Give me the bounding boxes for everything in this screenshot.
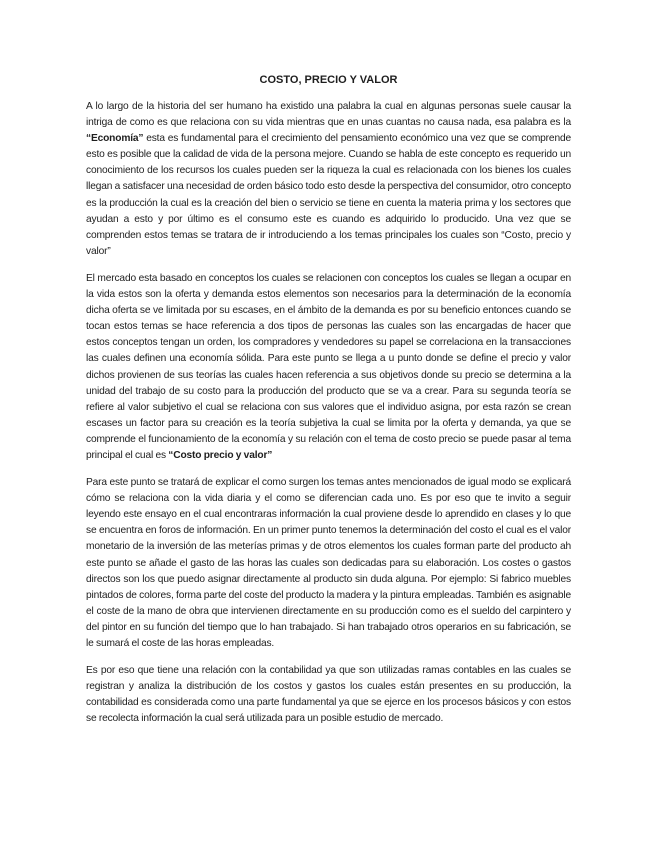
paragraph-1-text-b: esta es fundamental para el crecimiento del pensamiento económico una vez que se comprende esto es posible que la calidad de vida de la persona mejore. Cuando se habla de este concepto es requerido un conocimiento de los recursos los cuales pueden ser la riqueza la cual es relacionada con los bienes los cuales llegan a satisfacer una necesidad de orden básico todo esto desde la perspectiva del consumidor, otro concepto es la producción la cual es la creación del bien o servicio se tiene en cuenta la materia prima y los sectores que ayudan a esto y por último es el consumo este es cuando es adquirido lo producido. Una vez que se comprenden estos temas se tratara de ir introduciendo a los temas principales los cuales son “Costo, precio y valor” [86, 133, 572, 257]
paragraph-4-text: Es por eso que tiene una relación con la contabilidad ya que son utilizadas ramas contables en las cuales se registran y analiza la distribución de los costos y gastos los cuales están presentes en su producción, la contabilidad es considerada como una parte fundamental ya que se ejerce en los procesos básicos y con estos se recolecta información la cual será utilizada para un posible estudio de mercado. [86, 665, 571, 725]
paragraph-3-text: Para este punto se tratará de explicar el como surgen los temas antes mencionados de igual modo se explicará cómo se relaciona con la vida diaria y el como se diferencian cada uno. Es por eso que te invito a seguir leyendo este ensayo en el cual encontraras información la cual proviene desde lo aprendido en clases y lo que se encuentra en foros de información. En un primer punto tenemos la determinación del costo el cual es el valor monetario de la inversión de las meterías primas y de otros elementos los cuales forman parte del producto ah este punto se añade el gasto de las horas las cuales son dedicadas para su elaboración. Los costes o gastos directos son los que puedo asignar directamente al producto sin duda alguna. Por ejemplo: Si fabrico muebles pintados de colores, forma parte del coste del producto la madera y la pintura empleadas. También es asignable el coste de la mano de obra que intervienen directamente en su producción como es el sueldo del carpintero y del pintor en su función del tiempo que lo han trabajado. Si han trabajado otros operarios en su fabricación, se le sumará el coste de las horas empleadas. [86, 477, 571, 649]
paragraph-2 [86, 271, 571, 464]
paragraph-1-text-a: A lo largo de la historia del ser humano ha existido una palabra la cual en algunas personas suele causar la intriga de como es que relaciona con su vida mientras que en unas cuantas no causa nada, esa palabra es la [86, 101, 571, 129]
paragraph-4 [86, 663, 571, 727]
paragraph-1-bold-economia: “Economía” [86, 133, 144, 145]
document-title: COSTO, PRECIO Y VALOR [259, 74, 398, 86]
paragraph-3 [86, 475, 571, 652]
paragraph-2-bold-costo-precio-valor: “Costo precio y valor” [168, 449, 273, 461]
paragraph-2-text-a: El mercado esta basado en conceptos los cuales se relacionen con conceptos los cuales se llegan a ocupar en la vida estos son la oferta y demanda estos elementos son necesarios para la determinación de la economía dicha oferta se ve limitada por su escases, en el ámbito de la demanda es por su beneficio entonces cuando se tocan estos temas se hace referencia a dos tipos de personas las cuales son las encargadas de hacer que estos conceptos tengan un orden, los compradores y vendedores su papel se correlaciona en la transacciones las cuales definen una economía sólida. Para este punto se llega a u punto donde se define el precio y valor dichos provienen de sus teorías las cuales hacen referencia a sus objetivos donde su precio se determina a la unidad del trabajo de su costo para la producción del producto que se va a crear. Para su segunda teoría se refiere al valor subjetivo el cual se relaciona con sus valores que el individuo asigna, por esta razón se crean escases un factor para su creación es la teoría subjetiva la cual se limita por la oferta y demanda, ya que se comprende el funcionamiento de la economía y su relación con el tema de costo precio se puede pasar al tema principal el cual es [86, 272, 571, 461]
paragraph-1 [86, 99, 571, 260]
